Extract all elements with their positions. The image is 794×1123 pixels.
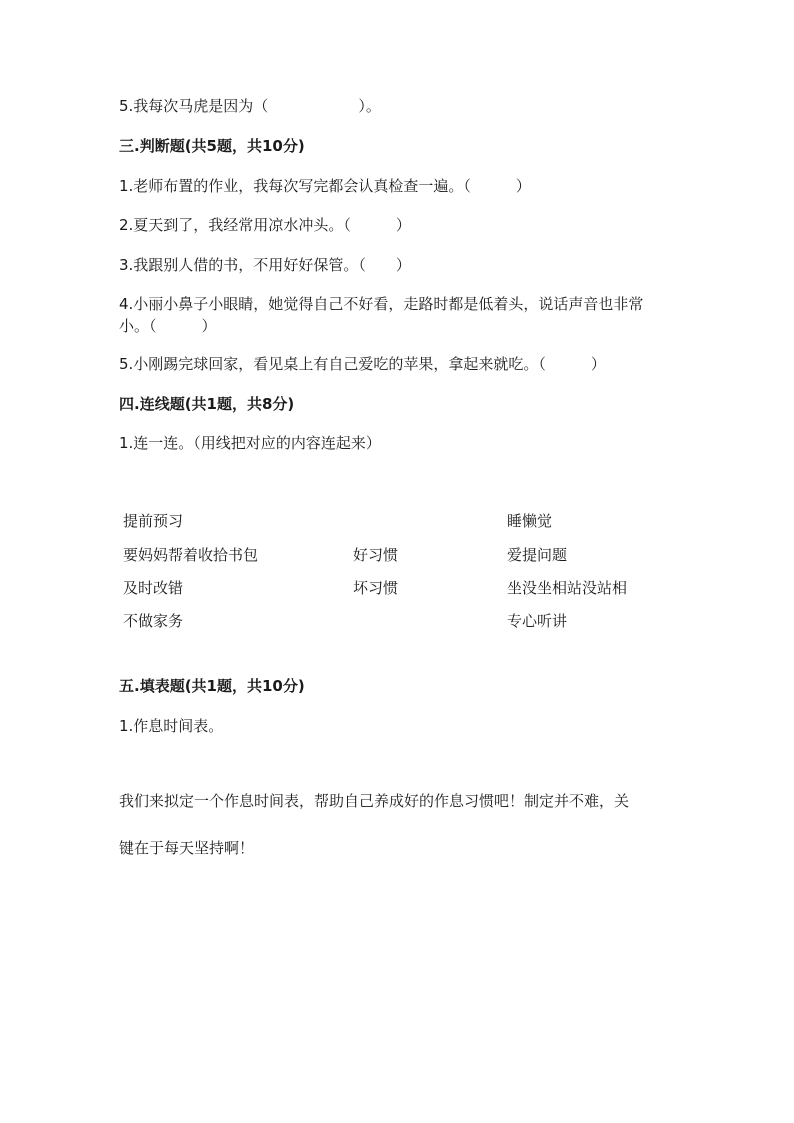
question-3-5: 5.小刚踢完球回家，看见桌上有自己爱吃的苹果，拿起来就吃。（ ） <box>119 355 606 373</box>
question-3-3: 3.我跟别人借的书，不用好好保管。（ ） <box>119 256 411 274</box>
match-right-item: 爱提问题 <box>507 546 568 564</box>
match-right-item: 睡懒觉 <box>507 512 553 530</box>
match-left-item: 不做家务 <box>123 612 184 630</box>
section-3-heading: 三.判断题(共5题，共10分) <box>119 137 305 155</box>
question-3-4: 4.小丽小鼻子小眼睛，她觉得自己不好看，走路时都是低着头，说话声音也非常小。（ ） <box>119 295 644 335</box>
question-5-1: 1.作息时间表。 <box>119 717 224 735</box>
match-middle-item: 坏习惯 <box>353 579 399 597</box>
match-left-item: 提前预习 <box>123 512 184 530</box>
match-right-item: 专心听讲 <box>507 612 568 630</box>
section-5-heading: 五.填表题(共1题，共10分) <box>119 677 305 695</box>
match-left-item: 要妈妈帮着收拾书包 <box>123 546 259 564</box>
paragraph-line-1: 我们来拟定一个作息时间表，帮助自己养成好的作息习惯吧！制定并不难，关 <box>119 792 630 810</box>
match-middle-item: 好习惯 <box>353 546 399 564</box>
match-right-item: 坐没坐相站没站相 <box>507 579 628 597</box>
question-3-2: 2.夏天到了，我经常用凉水冲头。（ ） <box>119 216 411 234</box>
question-2-5: 5.我每次马虎是因为（ ）。 <box>119 97 381 115</box>
match-left-item: 及时改错 <box>123 579 184 597</box>
question-3-1: 1.老师布置的作业，我每次写完都会认真检查一遍。（ ） <box>119 177 531 195</box>
section-4-heading: 四.连线题(共1题，共8分) <box>119 395 295 413</box>
question-4-1: 1.连一连。（用线把对应的内容连起来） <box>119 434 381 452</box>
paragraph-line-2: 键在于每天坚持啊！ <box>119 839 255 857</box>
